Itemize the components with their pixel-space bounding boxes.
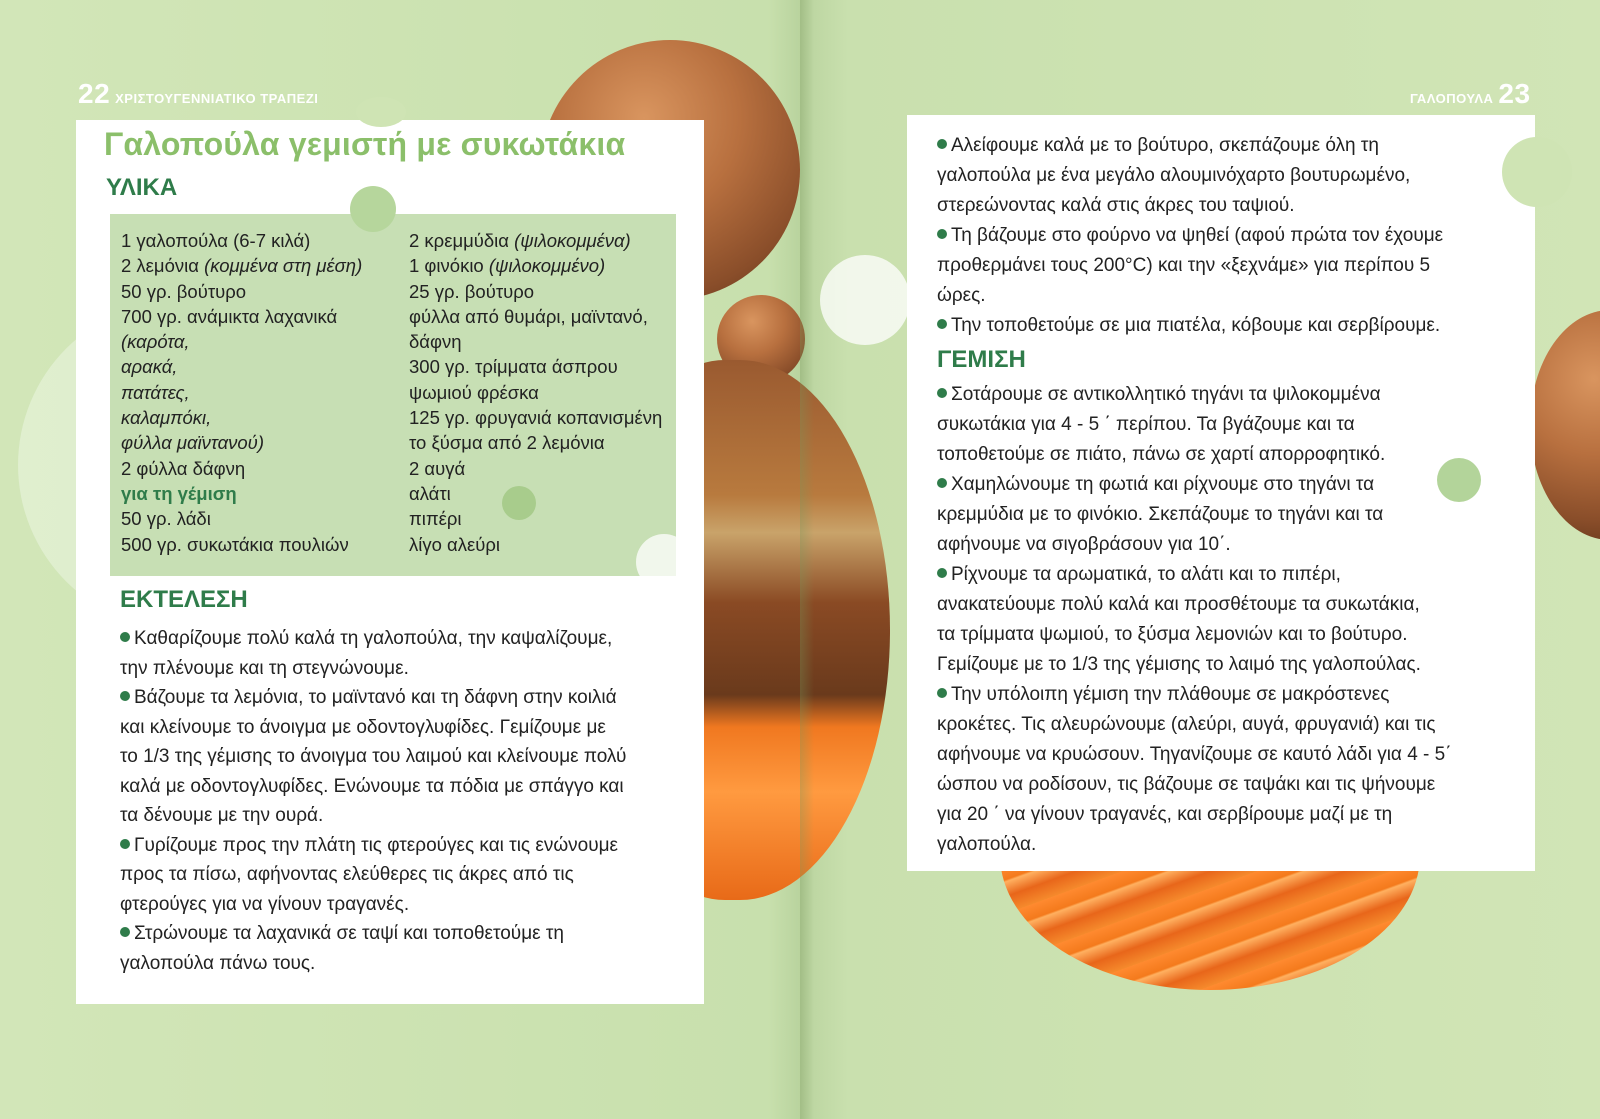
ingredient: αρακά, <box>121 356 178 378</box>
ingredient: ψωμιού φρέσκα <box>409 381 539 403</box>
ingredient: φύλλα από θυμάρι, μαϊντανό, <box>409 305 648 327</box>
running-title-right: ΓΑΛΟΠΟΥΛΑ <box>1410 91 1494 106</box>
ingredient: 500 γρ. συκωτάκια πουλιών <box>121 533 349 555</box>
bullet-icon <box>937 688 947 698</box>
bullet-icon <box>120 927 130 937</box>
ingredients-heading: ΥΛΙΚΑ <box>106 174 178 201</box>
right-running-head <box>1410 78 1531 110</box>
decor-circle-white-1 <box>820 255 910 345</box>
running-title-left: ΧΡΙΣΤΟΥΓΕΝΝΙΑΤΙΚΟ ΤΡΑΠΕΖΙ <box>115 91 319 106</box>
bullet-icon <box>120 632 130 642</box>
ingredient: δάφνη <box>409 331 462 353</box>
stuffing-step: Σοτάρουμε σε αντικολλητικό τηγάνι τα ψιλοκομμένα συκωτάκια για 4 - 5 ΄ περίπου. Τα βγάζουμε και τα τοποθετούμε σε πιάτο, πάνω σε χαρτί απορροφητικό. <box>937 384 1386 465</box>
bullet-icon <box>937 229 947 239</box>
ingredient: πατάτες, <box>121 381 190 403</box>
stuffing-steps <box>937 380 1452 860</box>
stuffing-subheading: για τη γέμιση <box>121 482 237 504</box>
method-steps <box>120 624 626 978</box>
baking-step: Την τοποθετούμε σε μια πιατέλα, κόβουμε και σερβίρουμε. <box>937 311 1443 341</box>
method-heading: ΕΚΤΕΛΕΣΗ <box>120 586 248 613</box>
bullet-icon <box>937 388 947 398</box>
method-step: Γυρίζουμε προς την πλάτη τις φτερούγες και τις ενώνουμε προς τα πίσω, αφήνοντας ελεύθερες τις άκρες από τις φτερούγες για να γίνουν τραγανές. <box>120 834 619 915</box>
ingredient: 50 γρ. βούτυρο <box>121 280 247 302</box>
ingredient: το ξύσμα από 2 λεμόνια <box>409 432 605 454</box>
ingredient: 2 λεμόνια (κομμένα στη μέση) <box>121 255 363 277</box>
ingredient: 25 γρ. βούτυρο <box>409 280 535 302</box>
bullet-icon <box>937 478 947 488</box>
ingredients-right-column <box>409 228 662 557</box>
ingredient: 1 γαλοπούλα (6-7 κιλά) <box>121 230 311 251</box>
stuffing-step: Την υπόλοιπη γέμιση την πλάθουμε σε μακρόστενες κροκέτες. Τις αλευρώνουμε (αλεύρι, αυγά, φρυγανιά) και τις αφήνουμε να κρυώσουν. Τηγανίζουμε σε καυτό λάδι για 4 - 5΄ ώσπου να ροδίσουν, τις βάζουμε σε ταψάκι και τις ψήνουμε για 20 ΄ να γίνουν τραγανές, και σερβίρουμε μαζί με τη γαλοπούλα. <box>937 684 1452 855</box>
ingredient: 50 γρ. λάδι <box>121 508 211 530</box>
ingredient: 300 γρ. τρίμματα άσπρου <box>409 356 618 378</box>
ingredient: φύλλα μαϊντανού) <box>121 432 265 454</box>
ingredients-left-column <box>121 228 362 557</box>
decor-circle-panel-edge <box>1502 137 1572 207</box>
bullet-icon <box>937 139 947 149</box>
page-number-right: 23 <box>1498 78 1531 109</box>
baking-step: Αλείφουμε καλά με το βούτυρο, σκεπάζουμε όλη τη γαλοπούλα με ένα μεγάλο αλουμινόχαρτο βουτυρωμένο, στερεώνοντας καλά στις άκρες του ταψιού. <box>937 135 1411 216</box>
ingredient: (καρότα, <box>121 331 190 353</box>
bullet-icon <box>937 319 947 329</box>
stuffing-step: Ρίχνουμε τα αρωματικά, το αλάτι και το πιπέρι, ανακατεύουμε πολύ καλά και προσθέτουμε τα συκωτάκια, τα τρίμματα ψωμιού, το ξύσμα λεμονιών και το βούτυρο. Γεμίζουμε με το 1/3 της γέμισης το λαιμό της γαλοπούλας. <box>937 564 1421 675</box>
method-step: Βάζουμε τα λεμόνια, το μαϊντανό και τη δάφνη στην κοιλιά και κλείνουμε το άνοιγμα με οδοντογλυφίδες. Γεμίζουμε με το 1/3 της γέμισης το άνοιγμα του λαιμού και κλείνουμε πολύ καλά με οδοντογλυφίδες. Ενώνουμε τα πόδια με σπάγγο και τα δένουμε με την ουρά. <box>120 687 627 826</box>
stuffing-heading: ΓΕΜΙΣΗ <box>937 346 1026 373</box>
ingredient: αλάτι <box>409 482 451 504</box>
ingredient: 2 αυγά <box>409 457 466 479</box>
method-step: Στρώνουμε τα λαχανικά σε ταψί και τοποθετούμε τη γαλοπούλα πάνω τους. <box>120 923 564 974</box>
bullet-icon <box>937 568 947 578</box>
page-fold <box>800 0 814 1119</box>
method-step: Καθαρίζουμε πολύ καλά τη γαλοπούλα, την καψαλίζουμε, την πλένουμε και τη στεγνώνουμε. <box>120 628 613 679</box>
ingredient: 2 φύλλα δάφνη <box>121 457 246 479</box>
recipe-title: Γαλοπούλα γεμιστή με συκωτάκια <box>104 126 626 162</box>
baking-steps <box>937 131 1443 341</box>
ingredient: 2 κρεμμύδια (ψιλοκομμένα) <box>409 230 631 251</box>
page-number-left: 22 <box>78 78 111 109</box>
decor-circle-panel-top <box>356 97 406 127</box>
ingredient: 700 γρ. ανάμικτα λαχανικά <box>121 305 338 327</box>
decor-circle-green-1 <box>350 186 396 232</box>
stuffing-step: Χαμηλώνουμε τη φωτιά και ρίχνουμε στο τηγάνι τα κρεμμύδια με το φινόκιο. Σκεπάζουμε το τηγάνι και τα αφήνουμε να σιγοβράσουν για 10΄. <box>937 474 1384 555</box>
ingredient: καλαμπόκι, <box>121 407 212 429</box>
baking-step: Τη βάζουμε στο φούρνο να ψηθεί (αφού πρώτα τον έχουμε προθερμάνει τους 200°C) και την «ξεχνάμε» για περίπου 5 ώρες. <box>937 225 1444 306</box>
ingredient: 1 φινόκιο (ψιλοκομμένο) <box>409 255 606 277</box>
left-running-head <box>78 78 318 110</box>
bullet-icon <box>120 839 130 849</box>
ingredient: 125 γρ. φρυγανιά κοπανισμένη <box>409 407 663 429</box>
ingredient: πιπέρι <box>409 508 462 530</box>
ingredient: λίγο αλεύρι <box>409 533 500 555</box>
bullet-icon <box>120 691 130 701</box>
